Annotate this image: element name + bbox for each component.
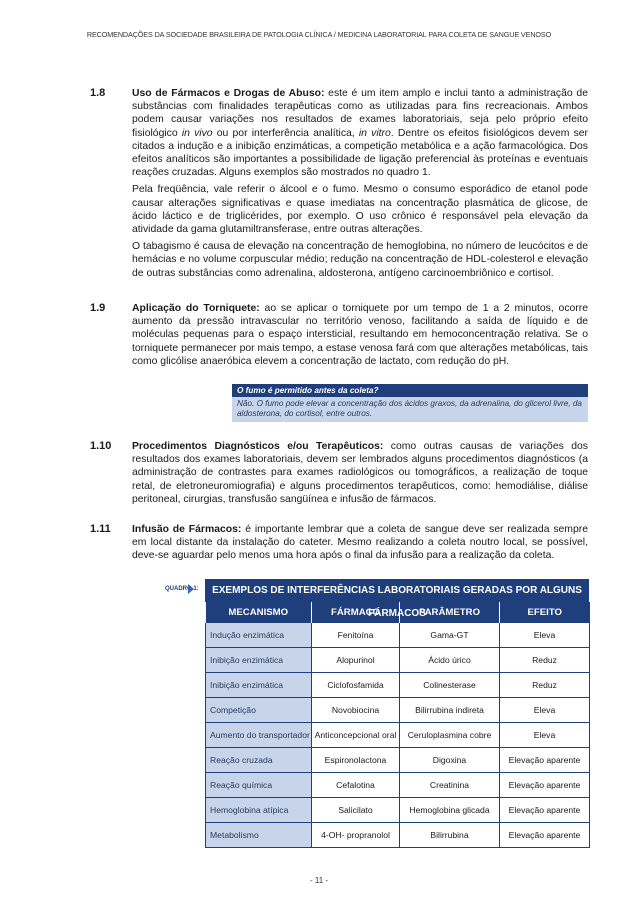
table-cell: Alopurinol [312, 648, 400, 673]
text-run: ou por interferência analítica, [212, 127, 359, 139]
table-cell: Cefalotina [312, 773, 400, 798]
text-run: ao se aplicar o torniquete por um tempo de 1 a 2 minutos, ocorre aumento da pressão intravascular no território venoso, facilitando a saída de líquido e de moléculas pequenas para o espaço intersticial, resultando em hemoconcentração relativa. Se o torniquete permanecer por mais tempo, a estase venosa fará com que alterações metabólicas, tais como glicólise anaeróbica elevem a concentração de lactato, com redução do pH. [132, 303, 588, 367]
italic-term: in vivo [181, 127, 213, 139]
table-cell: Elevação aparente [500, 773, 590, 798]
section-1-10 [90, 440, 589, 510]
table-row [206, 723, 590, 748]
section-number: 1.8 [90, 87, 106, 99]
table-cell: Fenitoína [312, 623, 400, 648]
column-header: MECANISMO [206, 602, 312, 623]
table-cell: Elevação aparente [500, 798, 590, 823]
text-run: . Dentre os efeitos fisiológicos devem ser citados a indução e a inibição enzimáticas, a competição metabólica e a ação farmacológica. Dos efeitos analíticos são importantes a possibilidade de ligação preferencial às proteínas e eventuais reações cruzadas. Alguns exemplos são mostrados no quadro 1. [132, 127, 589, 179]
column-header: PARÂMETRO [400, 602, 500, 623]
section-1-11 [90, 523, 588, 567]
table-cell: Colinesterase [400, 673, 500, 698]
table-row [206, 673, 590, 698]
table-cell: Eleva [500, 698, 590, 723]
table-cell: Eleva [500, 623, 590, 648]
section-title: Procedimentos Diagnósticos e/ou Terapêuticos: [132, 441, 384, 452]
section-1-9 [90, 302, 588, 372]
table-cell: Espironolactona [312, 748, 400, 773]
table-cell: Inibição enzimática [206, 673, 312, 698]
table-cell: Eleva [500, 723, 590, 748]
table-cell: Ciclofosfamida [312, 673, 400, 698]
table-cell: Ácido úrico [400, 648, 500, 673]
text-run: como outras causas de variações dos resultados dos exames laboratoriais, devem ser lembrados alguns procedimentos diagnósticos (a administração de contrastes para exames radiológicos ou tomográficos, a realização de toque retal, de eletroneuromiografia) e alguns procedimentos terapêuticos, como: hemodiálise, diálise peritoneal, cirurgias, transfusão sangüínea e infusão de fármacos. [132, 441, 589, 505]
table-cell: Bilirrubina indireta [400, 698, 500, 723]
section-number: 1.11 [90, 523, 111, 535]
callout-question: O fumo é permitido antes da coleta? [232, 384, 588, 397]
table-cell: Digoxina [400, 748, 500, 773]
table-row [206, 773, 590, 798]
table-cell: Reduz [500, 648, 590, 673]
text-run: este é um item amplo e inclui tanto a administração de substâncias com finalidades terapêuticas como as utilizadas para fins recreacionais. Ambos podem causar variações nos resultados de exames laboratoriais, seja pelo próprio efeito fisiológico [132, 88, 588, 139]
table-row [206, 623, 590, 648]
table-row [206, 748, 590, 773]
paragraph: O tabagismo é causa de elevação na concentração de hemoglobina, no número de leucócitos e de hemácias e no volume corpuscular médio; redução na concentração de HDL-colesterol e elevação de outras substâncias como adrenalina, aldosterona, antígeno carcinoembriônico e cortisol. [132, 241, 588, 279]
table-cell: Bilirrubina [400, 823, 500, 848]
paragraph [132, 523, 588, 563]
section-number: 1.9 [90, 302, 106, 314]
section-title: Uso de Fármacos e Drogas de Abuso: [132, 88, 325, 99]
text-run: é importante lembrar que a coleta de sangue deve ser realizada sempre em local distante da instalação do cateter. Mesmo realizando a coleta noutro local, se possível, deve-se aguardar pelo menos uma hora após o final da infusão para a realização da coleta. [132, 524, 588, 562]
table-row [206, 698, 590, 723]
table-cell: Inibição enzimática [206, 648, 312, 673]
page-number: - 11 - [309, 876, 329, 885]
table-cell: Elevação aparente [500, 748, 590, 773]
paragraph [132, 440, 588, 506]
callout-answer: Não. O fumo pode elevar a concentração dos ácidos graxos, da adrenalina, do glicerol livre, da aldosterona, do cortisol, entre outros. [232, 397, 588, 422]
table-cell: Elevação aparente [500, 823, 590, 848]
table-row [206, 798, 590, 823]
table-cell: Metabolismo [206, 823, 312, 848]
table-title: EXEMPLOS DE INTERFERÊNCIAS LABORATORIAIS GERADAS POR ALGUNS FÁRMACOS [205, 579, 589, 602]
section-title: Aplicação do Torniquete: [132, 303, 260, 314]
table-cell: Salicilato [312, 798, 400, 823]
table-cell: Anticoncepcional oral [312, 723, 400, 748]
arrow-right-icon [188, 584, 194, 594]
table-cell: Ceruloplasmina cobre [400, 723, 500, 748]
column-header: EFEITO [500, 602, 590, 623]
table-cell: Reação química [206, 773, 312, 798]
table-cell: Hemoglobina atípica [206, 798, 312, 823]
paragraph [132, 302, 588, 368]
table-cell: Reduz [500, 673, 590, 698]
table [205, 602, 590, 848]
table-cell: 4-OH- propranolol [312, 823, 400, 848]
paragraph: Pela freqüência, vale referir o álcool e o fumo. Mesmo o consumo esporádico de etanol pode causar alterações significativas e quase imediatas na concentração plasmática de glicose, de ácido láctico e de triglicérides, por exemplo. O uso crônico é responsável pela elevação da atividade da gama glutamiltransferase, entre outras alterações. [132, 184, 588, 236]
table-cell: Creatinina [400, 773, 500, 798]
table-cell: Hemoglobina glicada [400, 798, 500, 823]
running-header: RECOMENDAÇÕES DA SOCIEDADE BRASILEIRA DE PATOLOGIA CLÍNICA / MEDICINA LABORATORIAL PARA COLETA DE SANGUE VENOSO [86, 30, 552, 39]
table-cell: Competição [206, 698, 312, 723]
table-cell: Indução enzimática [206, 623, 312, 648]
column-header: FÁRMACO [312, 602, 400, 623]
section-number: 1.10 [90, 440, 112, 452]
quadro-label: QUADRO 1: [165, 586, 199, 592]
italic-term: in vitro [358, 127, 391, 139]
table-row [206, 648, 590, 673]
section-1-8 [90, 87, 589, 284]
table-row [206, 823, 590, 848]
table-cell: Aumento do transportador [206, 723, 312, 748]
interference-table [205, 579, 589, 848]
paragraph [132, 87, 588, 179]
faq-callout [232, 384, 588, 422]
table-cell: Gama-GT [400, 623, 500, 648]
section-title: Infusão de Fármacos: [132, 524, 242, 535]
table-cell: Novobiocina [312, 698, 400, 723]
table-cell: Reação cruzada [206, 748, 312, 773]
